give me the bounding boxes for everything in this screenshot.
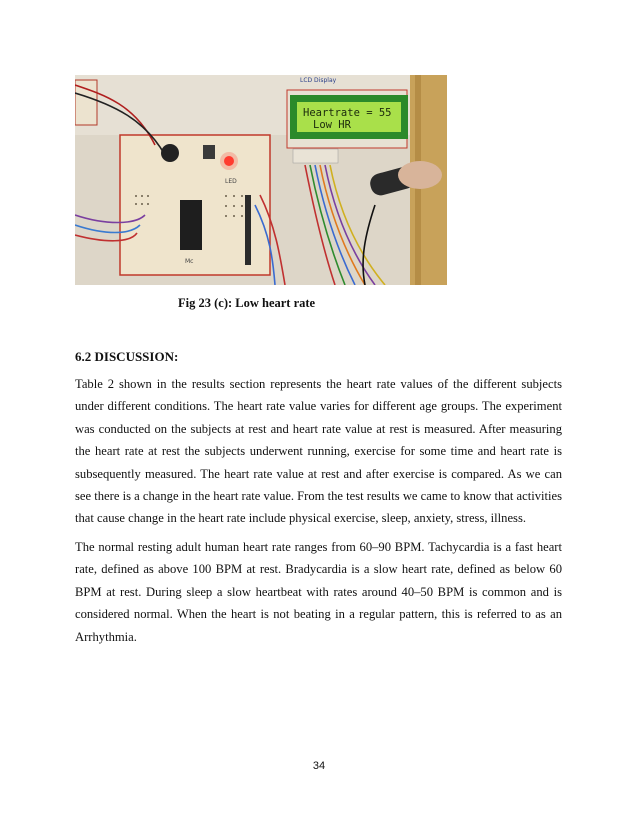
section-heading: 6.2 DISCUSSION:: [75, 349, 179, 364]
circuit-photo-illustration: [75, 75, 447, 285]
svg-text:LED: LED: [225, 178, 237, 185]
lcd-line-1: Heartrate = 55: [303, 107, 392, 119]
svg-text:Mc: Mc: [185, 258, 194, 265]
paragraph-discussion-2: The normal resting adult human heart rate ranges from 60–90 BPM. Tachycardia is a fast heart rate, defined as above 100 BPM at rest. Bradycardia is a slow heart rate, defined as below 60 BPM at rest. During sleep a slow heartbeat with rates around 40–50 BPM is common and is considered normal. When the heart is not beating in a regular pattern, this is referred to as an Arrhythmia.: [75, 540, 562, 644]
paragraph-discussion-1: Table 2 shown in the results section represents the heart rate values of the different subjects under different conditions. The heart rate value varies for different age groups. The experiment was conducted on the subjects at rest and heart rate value at rest is measured. After measuring the heart rate at rest the subjects underwent running, exercise for some time and heart rate is subsequently measured. The heart rate value at rest and after exercise is compared. As we can see there is a change in the heart rate value. From the test results we came to know that activities that cause change in the heart rate include physical exercise, sleep, anxiety, stress, illness.: [75, 377, 562, 526]
svg-text:LCD Display: LCD Display: [300, 77, 337, 84]
lcd-line-2: Low HR: [313, 119, 351, 131]
figure-photo: [75, 75, 447, 285]
figure-caption: Fig 23 (c): Low heart rate: [178, 296, 316, 310]
page-number: 34: [312, 760, 326, 772]
